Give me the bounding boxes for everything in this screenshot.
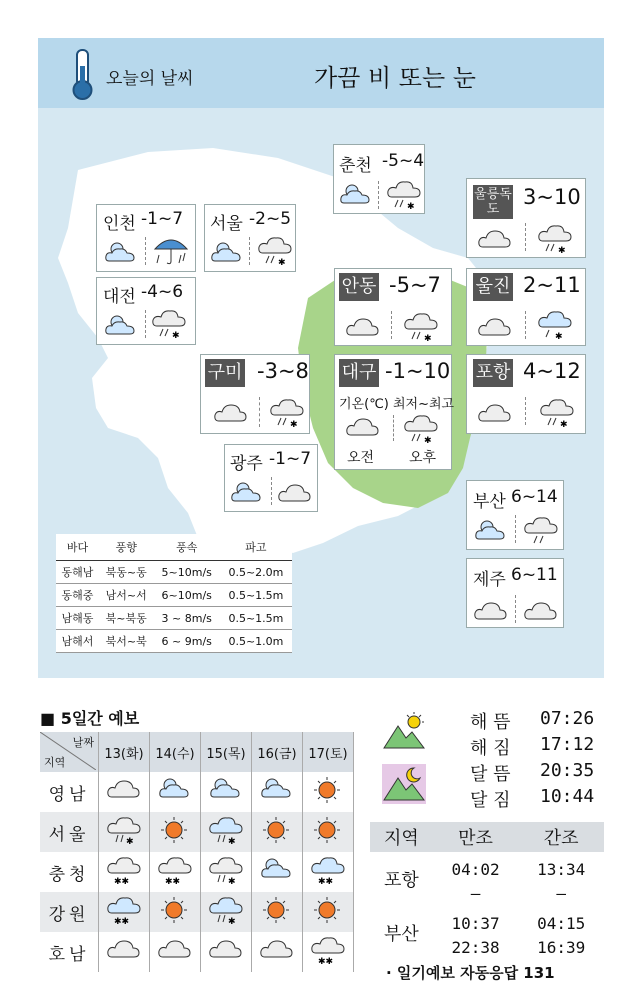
svg-text:✱: ✱ [558,246,566,255]
forecast-row [40,812,354,852]
city-temp: -1~7 [141,209,184,229]
map-title-small: 오늘의 날씨 [106,69,194,89]
day-header: 13(화) [99,732,150,772]
forecast-cell [150,812,201,852]
cloud-rain-snow-icon [106,815,142,845]
city-temp: 6~14 [511,487,558,507]
cloud-icon [208,935,244,965]
forecast-cell [99,812,150,852]
table-row [56,584,292,607]
city-card-andong [334,268,452,346]
divider [525,397,526,425]
svg-text:✱: ✱ [172,331,180,340]
city-badge: 안동 [339,273,379,301]
cloud-snow-icon [157,855,193,885]
cloud-sun-icon [103,239,139,265]
forecast-cell [303,892,354,932]
city-temp: 4~12 [523,359,581,383]
cloud-sun-icon [229,479,265,505]
sun-icon [157,815,193,845]
svg-text:✱: ✱ [228,837,236,845]
svg-text:✱: ✱ [126,837,134,845]
cloud-sun-icon [259,775,295,805]
sea-cell: 6~10m/s [154,584,220,607]
cloud-sun-icon [157,775,193,805]
forecast-cell [303,852,354,892]
cloud-icon [106,935,142,965]
sea-cell: 남해서 [56,630,99,653]
forecast-cell [201,772,252,812]
city-name: 춘천 [339,156,372,176]
tide-high: 04:02 [451,859,500,879]
sea-cell: 북~북동 [99,607,154,630]
svg-text:✱: ✱ [424,334,432,343]
cloud-icon [277,479,313,505]
sea-header: 바다 [56,534,99,561]
cloud-sun-icon [338,181,374,207]
city-temp: 2~11 [523,273,581,297]
cloud-sun-icon [103,312,139,338]
day-header: 14(수) [150,732,201,772]
footer-hotline: · 일기예보 자동응답 131 [386,964,555,982]
sea-header: 파고 [220,534,292,561]
svg-text:✱: ✱ [278,258,286,267]
sea-cell: 6 ~ 9m/s [154,630,220,653]
tide-region: 포항 [383,870,419,891]
cloud-rain-snow-icon [151,306,187,340]
cloud-rain-icon [523,513,559,547]
forecast-cell [150,852,201,892]
svg-text:✱✱: ✱✱ [165,877,181,885]
sea-cell: 동해중 [56,584,99,607]
forecast-cell [99,852,150,892]
forecast-cell [303,812,354,852]
divider [393,415,394,441]
sun-mountain-icon [382,712,426,752]
city-card-ulleung [466,178,586,258]
city-name: 서울 [210,214,243,234]
corner-top: 날짜 [72,736,94,749]
thermometer-icon [68,48,98,102]
legend-text: 기온(℃) 최저~최고 [339,397,455,412]
tide-low: 13:34 [537,859,586,879]
cloud-rain-snow-icon [403,411,439,445]
divider [525,223,526,251]
sun-icon [259,815,295,845]
forecast-region: 충청 [40,852,99,892]
sunrise-label: 해 뜸 [470,712,511,733]
sea-condition-table [56,534,292,653]
cloud-rain-snow-icon [403,309,439,343]
table-row [56,561,292,584]
city-temp: -1~10 [385,359,451,383]
city-badge: 울진 [473,273,513,301]
tide-header: 간조 [518,822,604,852]
city-name: 인천 [103,214,136,234]
forecast-corner [40,732,99,772]
tide-table [370,822,604,960]
forecast-cell [99,932,150,972]
city-temp: -5~7 [389,273,441,297]
divider [145,310,146,338]
sea-cell: 0.5~1.0m [220,630,292,653]
moonrise-value: 20:35 [540,760,595,781]
svg-text:✱: ✱ [407,202,415,211]
cloud-sun-icon [208,775,244,805]
cloud-sun-snow-icon [106,895,142,925]
sea-cell: 5~10m/s [154,561,220,584]
cloud-rain-snow-icon [539,395,575,429]
svg-text:✱: ✱ [228,917,236,925]
city-card-daegu [334,354,455,470]
tide-low: – [556,884,566,904]
cloud-icon [473,597,509,623]
cloud-rain-snow-icon [386,177,422,211]
cloud-icon [157,935,193,965]
sunset-value: 17:12 [540,734,595,755]
forecast-cell [150,772,201,812]
forecast-region: 호남 [40,932,99,972]
sun-icon [310,895,346,925]
moon-mountain-icon [382,764,426,804]
sea-header: 풍속 [154,534,220,561]
city-badge: 대구 [339,359,379,387]
divider [515,595,516,623]
cloud-sun-rain-icon [208,895,244,925]
forecast-cell [252,852,303,892]
cloud-icon [477,399,513,425]
forecast-cell [150,932,201,972]
svg-text:✱✱: ✱✱ [114,877,130,885]
moonrise-label: 달 뜸 [470,764,511,785]
sea-cell: 남서~서 [99,584,154,607]
legend-pm: 오후 [409,450,437,466]
forecast-cell [99,772,150,812]
cloud-rain-snow-icon [537,221,573,255]
cloud-icon [523,597,559,623]
tide-low: 04:15 [537,913,586,933]
city-card-busan [466,480,564,550]
map-title-big: 가끔 비 또는 눈 [314,64,476,92]
cloud-icon [259,935,295,965]
city-card-pohang [466,354,586,434]
forecast-title: ■ 5일간 예보 [40,709,140,728]
cloud-snow-icon [106,855,142,885]
divider [515,515,516,543]
forecast-cell [252,812,303,852]
city-name: 부산 [473,492,506,512]
tide-high: 10:37 [451,913,500,933]
day-header: 16(금) [252,732,303,772]
forecast-cell [201,892,252,932]
city-name: 제주 [473,570,506,590]
sea-cell: 북동~동 [99,561,154,584]
cloud-icon [213,399,249,425]
svg-text:✱✱: ✱✱ [114,917,130,925]
cloud-rain-snow-icon [208,855,244,885]
tide-header: 만조 [433,822,519,852]
tide-low: 16:39 [537,938,586,958]
day-header: 15(목) [201,732,252,772]
day-header: 17(토) [303,732,354,772]
forecast-cell [252,772,303,812]
svg-text:✱: ✱ [560,420,568,429]
sun-icon [259,895,295,925]
city-card-seoul [204,204,296,272]
forecast-cell [252,932,303,972]
svg-text:✱: ✱ [424,436,432,445]
table-row [56,607,292,630]
sun-icon [310,815,346,845]
cloud-sun-icon [473,517,509,543]
legend-am: 오전 [347,450,375,466]
city-badge: 울릉독도 [474,187,512,217]
tide-region: 부산 [383,924,419,945]
sea-cell: 0.5~1.5m [220,607,292,630]
forecast-row [40,892,354,932]
corner-bottom: 지역 [44,756,66,769]
sunset-label: 해 짐 [470,738,511,759]
svg-text:✱: ✱ [290,420,298,429]
divider [378,181,379,209]
svg-text:✱✱: ✱✱ [318,877,334,885]
city-card-chuncheon [333,144,425,214]
city-temp: -3~8 [257,359,309,383]
forecast-cell [201,852,252,892]
forecast-cell [303,772,354,812]
cloud-snow-icon [310,935,346,965]
cloud-sun-rain-icon [208,815,244,845]
divider [145,237,146,265]
cloud-icon [106,775,142,805]
divider [249,237,250,265]
cloud-rain-snow-icon [269,395,305,429]
cloud-rain-snow-icon [257,233,293,267]
moonset-label: 달 짐 [470,790,511,811]
sunrise-value: 07:26 [540,708,595,729]
tide-high: 22:38 [451,938,500,958]
forecast-cell [201,812,252,852]
city-temp: -5~4 [382,151,425,171]
city-card-jeju [466,558,564,628]
forecast-region: 강원 [40,892,99,932]
moonset-value: 10:44 [540,786,595,807]
divider [271,477,272,505]
city-name: 대전 [103,287,136,307]
forecast-cell [99,892,150,932]
sea-cell: 0.5~2.0m [220,561,292,584]
forecast-row [40,932,354,972]
sea-cell: 동해남 [56,561,99,584]
sea-cell: 3 ~ 8m/s [154,607,220,630]
forecast-region: 서울 [40,812,99,852]
cloud-icon [345,313,381,339]
city-card-daejeon [96,277,196,345]
cloud-sun-icon [259,855,295,885]
sea-cell: 남해동 [56,607,99,630]
divider [391,311,392,339]
cloud-icon [477,225,513,251]
tide-high: – [470,884,481,904]
umbrella-rain-icon [151,231,191,269]
forecast-cell [201,932,252,972]
svg-text:✱: ✱ [228,877,236,885]
city-card-uljin [466,268,586,346]
city-temp: 3~10 [523,185,581,209]
city-name: 광주 [230,454,263,474]
svg-text:✱✱: ✱✱ [318,957,334,965]
forecast-cell [303,932,354,972]
city-temp: -1~7 [269,449,312,469]
city-temp: -2~5 [249,209,292,229]
forecast-cell [150,892,201,932]
forecast-region: 영남 [40,772,99,812]
forecast-row [40,852,354,892]
city-temp: 6~11 [511,565,558,585]
sea-header: 풍향 [99,534,154,561]
forecast-row [40,772,354,812]
svg-text:✱: ✱ [555,332,563,341]
divider [525,311,526,339]
city-badge: 구미 [205,359,245,387]
cloud-sun-snow-icon [537,307,573,341]
sea-cell: 0.5~1.5m [220,584,292,607]
table-row [56,630,292,653]
sun-icon [157,895,193,925]
tide-header: 지역 [370,822,433,852]
city-card-gumi [200,354,310,434]
sea-cell: 북서~북 [99,630,154,653]
city-temp: -4~6 [141,282,184,302]
city-card-gwangju [224,444,318,512]
divider [259,397,260,427]
cloud-icon [477,313,513,339]
city-card-incheon [96,204,196,272]
forecast-cell [252,892,303,932]
cloud-sun-icon [209,239,245,265]
city-badge: 포항 [473,359,513,387]
forecast-table [40,732,354,972]
cloud-icon [345,413,381,439]
sun-icon [310,775,346,805]
cloud-sun-snow-icon [310,855,346,885]
